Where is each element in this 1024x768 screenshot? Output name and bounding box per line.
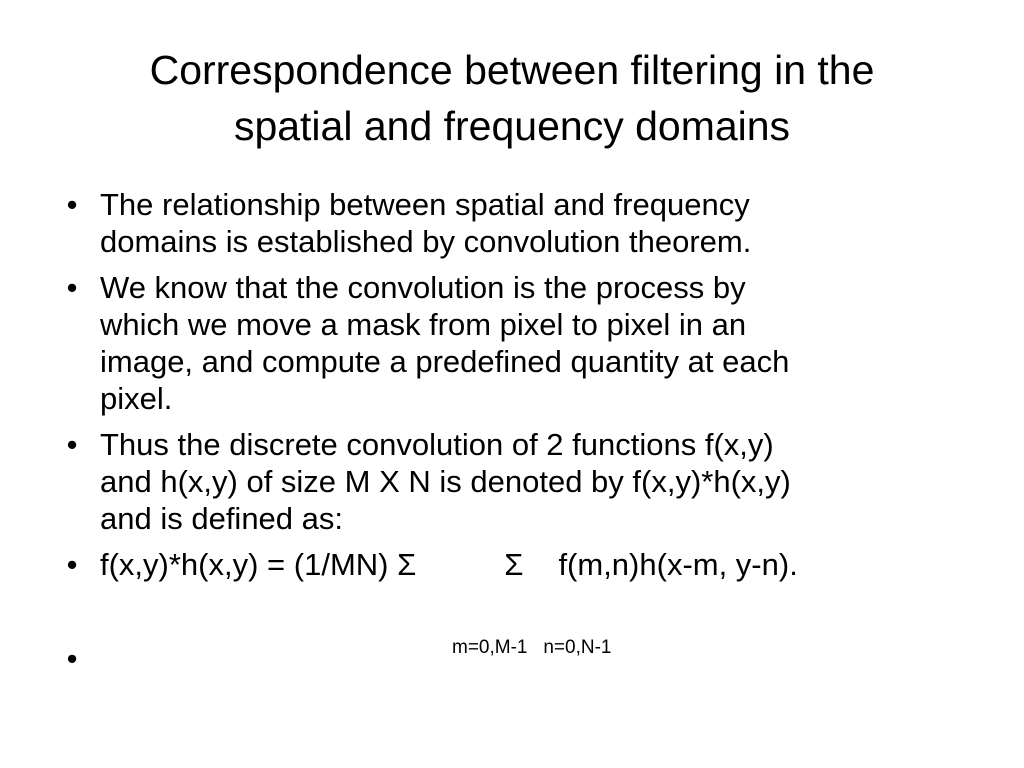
bullet-item-2 [60, 269, 980, 417]
sum-limit-n: n=0,N-1 [543, 637, 612, 658]
bullet-2-line-1: We know that the convolution is the process by [100, 270, 746, 305]
bullet-2-line-3: image, and compute a predefined quantity at each [100, 344, 790, 379]
formula-rhs: f(m,n)h(x-m, y-n). [558, 547, 798, 582]
bullet-list [60, 186, 980, 592]
bullet-marker: • [66, 547, 78, 582]
bullet-2-line-4: pixel. [100, 381, 173, 416]
formula-sigma-2: Σ [504, 547, 524, 582]
bullet-marker: • [66, 270, 78, 305]
empty-bullet-marker: • [66, 641, 78, 676]
bullet-3-line-3: and is defined as: [100, 501, 344, 536]
bullet-1-line-1: The relationship between spatial and frequency [100, 187, 750, 222]
bullet-item-3 [60, 426, 980, 537]
slide-title [60, 42, 964, 154]
summation-limits [452, 636, 611, 660]
title-line-1: Correspondence between filtering in the [149, 47, 875, 93]
bullet-3-line-2: and h(x,y) of size M X N is denoted by f(x,y)*h(x,y) [100, 464, 791, 499]
bullet-marker: • [66, 427, 78, 462]
bullet-2-line-2: which we move a mask from pixel to pixel in an [100, 307, 747, 342]
bullet-1-line-2: domains is established by convolution theorem. [100, 224, 752, 259]
bullet-item-formula [60, 546, 980, 583]
bullet-marker: • [66, 187, 78, 222]
bullet-item-1 [60, 186, 980, 260]
title-line-2: spatial and frequency domains [233, 103, 791, 149]
sum-limit-m: m=0,M-1 [452, 637, 528, 658]
bullet-3-line-1: Thus the discrete convolution of 2 functions f(x,y) [100, 427, 774, 462]
formula-lhs: f(x,y)*h(x,y) = (1/MN) Σ [100, 547, 417, 582]
